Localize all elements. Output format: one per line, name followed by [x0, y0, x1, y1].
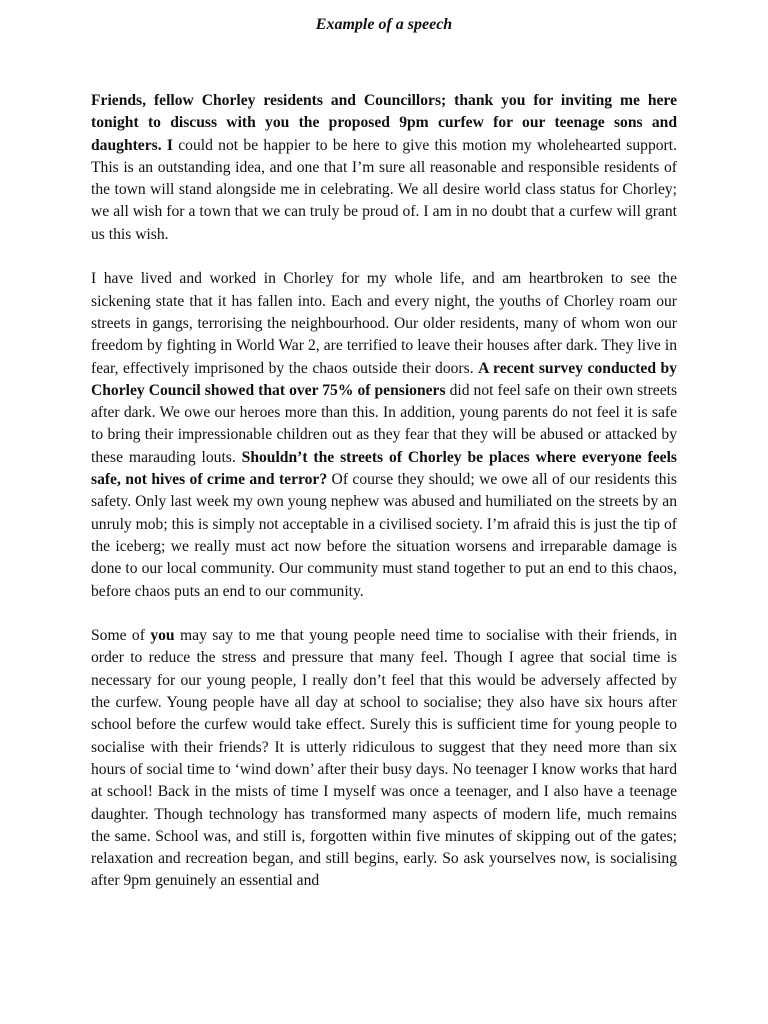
p1-bold-intro: Friends, fellow Chorley residents and Councillors; thank you for inviting me here tonight to discuss with you the proposed 9pm curfew for our teenage sons and daughters. I	[91, 92, 677, 154]
p2-text-1: I have lived and worked in Chorley for my whole life, and am heartbroken to see the sickening state that it has fallen into. Each and every night, the youths of Chorley roam our streets in gangs, terrorising the neighbourhood. Our older residents, many of whom won our freedom by fighting in World War 2, are terrified to leave their houses after dark. They live in fear, effectively imprisoned by the chaos outside their doors.	[91, 270, 677, 377]
paragraph-3	[91, 625, 677, 893]
p2-bold-2: Shouldn’t the streets of Chorley be places where everyone feels safe, not hives of crime and terror?	[91, 448, 677, 489]
p3-text-1: Some of	[91, 627, 151, 645]
p3-text-2: may say to me that young people need time to socialise with their friends, in order to reduce the stress and pressure that many feel. Though I agree that social time is necessary for our young people, I really don’t feel that this would be adversely affected by the curfew. Young people have all day at school to socialise; they also have six hours after school before the curfew would take effect. Surely this is sufficient time for young people to socialise with their friends? It is utterly ridiculous to suggest that they need more than six hours of social time to ‘wind down’ after their busy days. No teenager I know works that hard at school! Back in the mists of time I myself was once a teenager, and I also have a teenage daughter. Though technology has transformed many aspects of modern life, much remains the same. School was, and still is, forgotten within five minutes of skipping out of the gates; relaxation and recreation began, and still begins, early. So ask yourselves now, is socialising after 9pm genuinely an essential and	[91, 627, 678, 890]
p2-text-3: Of course they should; we owe all of our residents this safety. Only last week my own young nephew was abused and humiliated on the streets by an unruly mob; this is simply not acceptable in a civilised society. I’m afraid this is just the tip of the iceberg; we really must act now before the situation worsens and irreparable damage is done to our local community. Our community must stand together to put an end to this chaos, before chaos puts an end to our community.	[91, 471, 677, 600]
document-title: Example of a speech	[315, 16, 453, 33]
p1-text: could not be happier to be here to give this motion my wholehearted support. This is an outstanding idea, and one that I’m sure all reasonable and responsible residents of the town will stand alongside me in celebrating. We all desire world class status for Chorley; we all wish for a town that we can truly be proud of. I am in no doubt that a curfew will grant us this wish.	[91, 136, 677, 243]
p2-bold-1: A recent survey conducted by Chorley Council showed that over 75% of pensioners	[91, 359, 677, 399]
paragraph-1	[91, 90, 677, 246]
paragraph-2	[91, 268, 677, 602]
p3-bold-1: you	[150, 627, 175, 645]
p2-text-2: did not feel safe on their own streets after dark. We owe our heroes more than this. In addition, young parents do not feel it is safe to bring their impressionable children out as they fear that they will be abused or attacked by these marauding louts.	[91, 381, 678, 466]
